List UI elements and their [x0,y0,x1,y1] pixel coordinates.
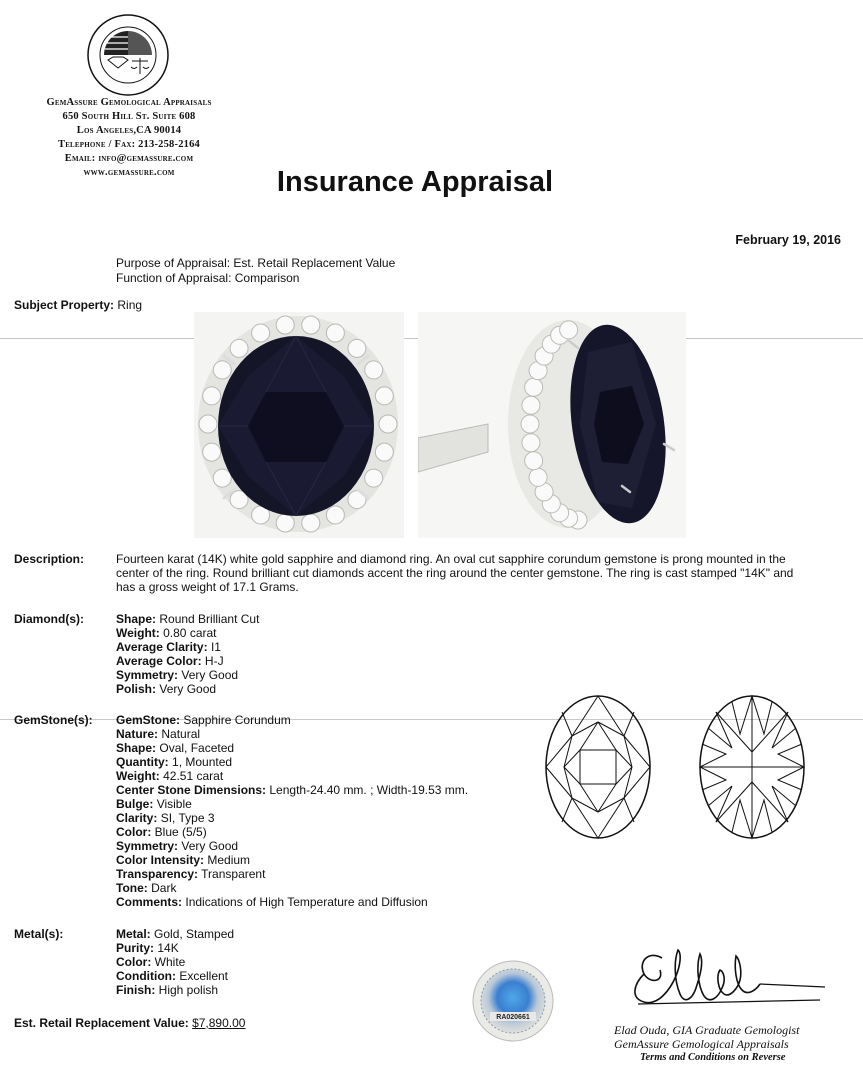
company-street: 650 South Hill St. Suite 608 [62,111,196,122]
gem-prop-row: Nature: Natural [116,727,201,741]
company-city: Los Angeles,CA 90014 [76,125,182,136]
halo-diamond [213,469,231,487]
gem-prop-row: Bulge: Visible [116,797,192,811]
halo-diamond [276,316,294,334]
halo-diamond [199,415,217,433]
halo-diamond [326,324,344,342]
gem-prop-row: GemStone: Sapphire Corundum [116,713,291,727]
retail-value [14,1016,245,1030]
company-website: www.gemassure.com [83,167,175,178]
halo-diamond [529,468,547,486]
gem-prop-row: Weight: 42.51 carat [116,769,224,783]
hologram-seal [472,960,554,1042]
diamond-prop-row: Average Color: H-J [116,654,224,668]
diamond-prop-row: Polish: Very Good [116,682,217,696]
metal-prop-row: Finish: High polish [116,983,219,997]
metal-prop-row: Condition: Excellent [116,969,229,983]
appraiser-name: Elad Ouda, GIA Graduate Gemologist [614,1023,800,1037]
gem-prop-row: Quantity: 1, Mounted [116,755,233,769]
description-text: Fourteen karat (14K) white gold sapphire and diamond ring. An oval cut sapphire corundum gemstone is prong mounted in the center of the ring. Round brilliant cut diamonds accent the ring around the center gemstone. The ring is cast stamped "14K" and has a gross weight of 17.1 Grams. [116,552,794,594]
gem-pavilion-diagram [696,692,808,842]
metals-label: Metal(s): [14,927,64,941]
seal-code: RA020661 [496,1014,530,1021]
halo-diamond [560,321,578,339]
halo-diamond [203,387,221,405]
purpose-line: Purpose of Appraisal: Est. Retail Replacement Value [116,256,396,270]
halo-diamond [375,443,393,461]
description-label: Description: [14,552,85,566]
purpose-block [116,256,395,286]
halo-diamond [522,434,540,452]
appraiser-signature [600,940,840,1015]
gem-prop-row: Comments: Indications of High Temperature and Diffusion [116,895,428,909]
diamond-prop-row: Symmetry: Very Good [116,668,239,682]
signature-block [614,1023,799,1065]
halo-diamond [365,469,383,487]
halo-diamond [203,443,221,461]
halo-diamond [522,396,540,414]
ring-photo-top [194,312,404,538]
diamonds-label: Diamond(s): [14,612,84,626]
company-phone: Telephone / Fax: 213-258-2164 [57,139,200,150]
diamonds-props [116,612,259,696]
halo-diamond [326,506,344,524]
gem-prop-row: Shape: Oval, Faceted [116,741,235,755]
subject-label: Subject Property: [14,298,115,312]
gem-crown-diagram [542,692,654,842]
halo-diamond [348,339,366,357]
gem-prop-row: Transparency: Transparent [116,867,266,881]
retail-value-label: Est. Retail Replacement Value: [14,1016,189,1030]
gem-prop-row: Tone: Dark [116,881,177,895]
halo-diamond [302,514,320,532]
halo-diamond [521,415,539,433]
gem-prop-row: Center Stone Dimensions: Length-24.40 mm. ; Width-19.53 mm. [116,783,469,797]
metal-prop-row: Purity: 14K [116,941,179,955]
halo-diamond [379,415,397,433]
halo-diamond [230,339,248,357]
company-name: GemAssure Gemological Appraisals [46,97,212,108]
gem-prop-row: Clarity: SI, Type 3 [116,811,215,825]
gem-prop-row: Color Intensity: Medium [116,853,251,867]
company-email: Email: info@gemassure.com [64,153,194,164]
halo-diamond [213,361,231,379]
halo-diamond [375,387,393,405]
halo-diamond [525,452,543,470]
page-title: Insurance Appraisal [276,166,554,198]
diamond-prop-row: Shape: Round Brilliant Cut [116,612,260,626]
metal-prop-row: Color: White [116,955,186,969]
halo-diamond [252,324,270,342]
retail-value-amount: $7,890.00 [192,1016,246,1030]
gemstone-props [116,713,468,909]
halo-diamond [276,514,294,532]
appraisal-date: February 19, 2016 [735,233,841,247]
metal-prop-row: Metal: Gold, Stamped [116,927,235,941]
gemassure-logo [78,12,178,98]
terms-link[interactable]: Terms and Conditions on Reverse [640,1052,786,1063]
subject-property [14,298,142,312]
halo-diamond [525,378,543,396]
function-line: Function of Appraisal: Comparison [116,271,300,285]
halo-diamond [365,361,383,379]
appraiser-company: GemAssure Gemological Appraisals [614,1037,789,1051]
subject-value: Ring [117,298,143,312]
metals-props [116,927,234,997]
halo-diamond [302,316,320,334]
gem-prop-row: Color: Blue (5/5) [116,825,207,839]
gemstone-label: GemStone(s): [14,713,93,727]
diamond-prop-row: Average Clarity: I1 [116,640,221,654]
diamond-prop-row: Weight: 0.80 carat [116,626,217,640]
gem-prop-row: Symmetry: Very Good [116,839,239,853]
ring-photo-side [418,312,686,538]
